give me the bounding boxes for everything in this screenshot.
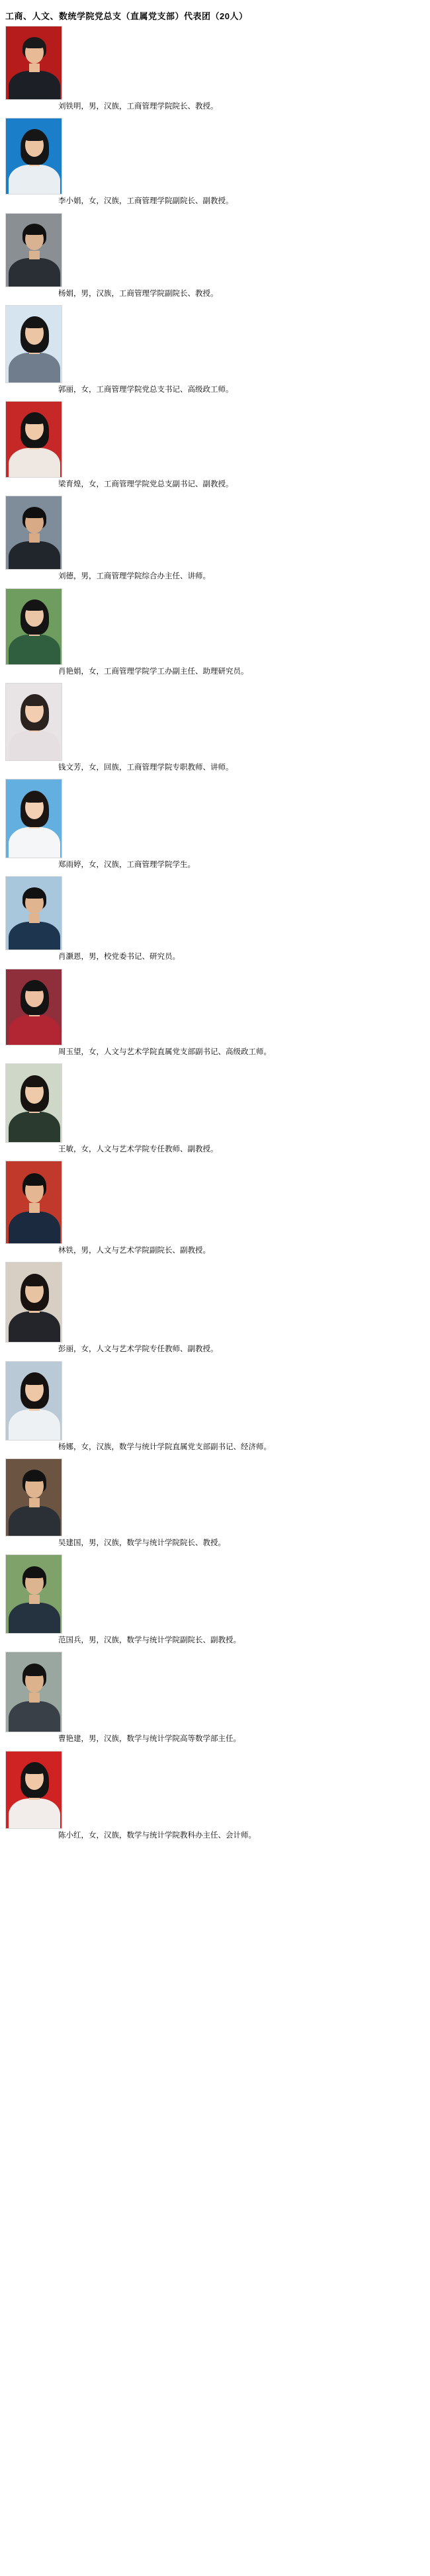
delegate-photo (5, 1161, 62, 1244)
delegate-entry (0, 305, 430, 400)
delegate-entry (0, 401, 430, 494)
delegate-caption: 李小娟，女，汉族，工商管理学院副院长、副教授。 (58, 197, 234, 206)
delegate-entry (0, 496, 430, 586)
delegate-photo (5, 26, 62, 100)
delegate-photo (5, 969, 62, 1045)
delegate-entry (0, 1652, 430, 1749)
delegate-photo (5, 1458, 62, 1536)
delegate-photo (5, 1554, 62, 1634)
delegate-caption: 郑雨婷，女，汉族，工商管理学院学生。 (58, 861, 195, 869)
delegate-entry (0, 1361, 430, 1457)
delegate-entry (0, 118, 430, 211)
delegate-photo (5, 1652, 62, 1732)
delegate-list (0, 26, 430, 1845)
delegate-photo (5, 305, 62, 383)
delegate-caption: 杨娟，男，汉族，工商管理学院副院长、教授。 (58, 289, 218, 298)
delegate-caption: 彭丽，女，人文与艺术学院专任教师、副教授。 (58, 1345, 218, 1354)
delegate-entry (0, 779, 430, 875)
delegate-entry (0, 1262, 430, 1359)
delegate-entry (0, 588, 430, 682)
delegate-entry (0, 1161, 430, 1261)
delegate-entry (0, 26, 430, 116)
delegate-photo (5, 1751, 62, 1829)
delegate-caption: 王敏，女，人文与艺术学院专任教师、副教授。 (58, 1145, 218, 1153)
delegate-photo (5, 779, 62, 858)
delegate-caption: 周玉望，女，人文与艺术学院直属党支部副书记、高级政工师。 (58, 1047, 271, 1056)
delegate-caption: 吴建国，男，汉族，数学与统计学院院长、教授。 (58, 1538, 226, 1547)
delegate-entry (0, 1554, 430, 1650)
delegate-photo (5, 496, 62, 570)
delegate-entry (0, 1063, 430, 1159)
delegate-caption: 郭丽，女，工商管理学院党总支书记、高级政工师。 (58, 385, 234, 394)
delegate-caption: 林铁，男，人文与艺术学院副院长、副教授。 (58, 1247, 210, 1255)
delegate-photo (5, 1361, 62, 1441)
delegate-photo (5, 1262, 62, 1343)
delegate-entry (0, 1751, 430, 1845)
delegate-caption: 杨娜，女，汉族，数学与统计学院直属党支部副书记、经济师。 (58, 1443, 271, 1451)
page-title: 工商、人文、数统学院党总支（直属党支部）代表团（20人） (5, 11, 248, 21)
delegate-caption: 刘铁明，男，汉族，工商管理学院院长、教授。 (58, 103, 218, 111)
delegate-entry (0, 876, 430, 967)
delegate-photo (5, 118, 62, 195)
delegate-photo (5, 588, 62, 665)
delegate-photo (5, 401, 62, 478)
delegate-entry (0, 213, 430, 304)
delegate-photo (5, 1063, 62, 1143)
delegate-entry (0, 969, 430, 1062)
delegate-caption: 曹艳建，男，汉族，数学与统计学院高等数学部主任。 (58, 1735, 241, 1744)
delegate-caption: 梁育煌，女，工商管理学院党总支副书记、副教授。 (58, 480, 234, 488)
delegate-photo (5, 683, 62, 761)
delegate-entry (0, 683, 430, 777)
delegate-entry (0, 1458, 430, 1553)
delegate-caption: 肖灏恩，男，校党委书记、研究员。 (58, 953, 180, 961)
delegate-caption: 陈小红，女，汉族，数学与统计学院教科办主任、会计师。 (58, 1831, 256, 1840)
delegate-photo (5, 213, 62, 287)
delegate-caption: 钱文芳，女，回族，工商管理学院专职教师、讲师。 (58, 763, 234, 772)
delegate-caption: 刘德，男，工商管理学院综合办主任、讲师。 (58, 572, 210, 581)
delegate-caption: 肖艳娟，女，工商管理学院学工办副主任、助理研究员。 (58, 667, 249, 676)
delegate-photo (5, 876, 62, 950)
delegate-caption: 范国兵，男，汉族，数学与统计学院副院长、副教授。 (58, 1636, 241, 1644)
